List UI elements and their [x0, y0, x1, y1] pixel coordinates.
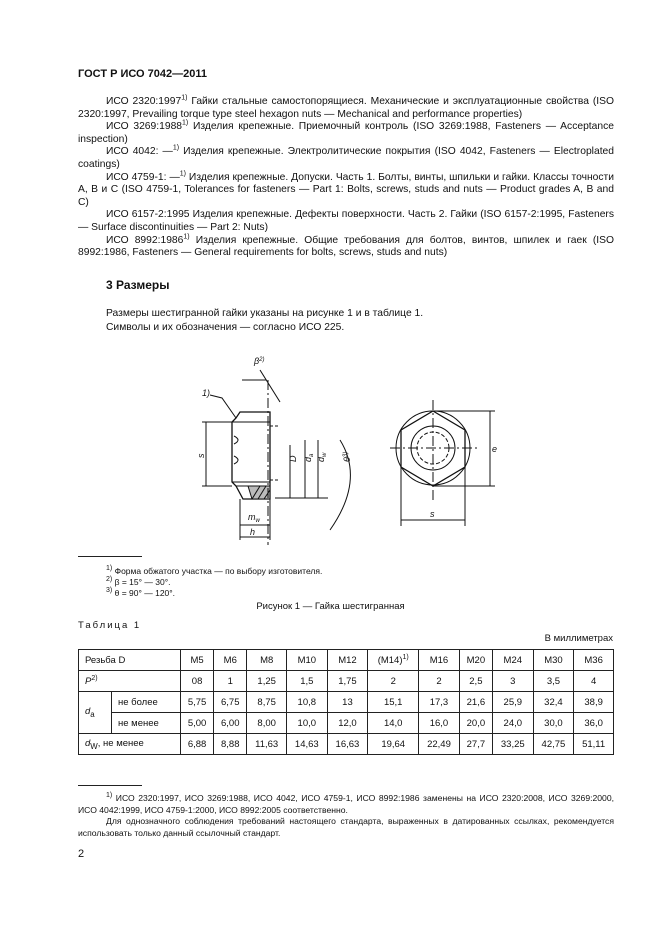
- m-label: $m_w$: [248, 512, 260, 524]
- table-cell: 19,64: [368, 734, 419, 755]
- da-label: $d_a$: [79, 692, 112, 734]
- table-cell: 1,5: [286, 671, 327, 692]
- table-cell: 08: [181, 671, 214, 692]
- callout-label: 1): [202, 388, 211, 398]
- table-cell: 30,0: [533, 713, 574, 734]
- table-cell: 3: [492, 671, 533, 692]
- table-cell: 14,0: [368, 713, 419, 734]
- footnote: $^{1)}$ ИСО 2320:1997, ИСО 3269:1988, ИСО 4042, ИСО 4759-1, ИСО 8992:1986 заменены на ИСО 2320:2008, ИСО 3269:2000, ИСО 4042:1999, ИСО 4759-1:2000, ИСО 8992:2005 соответственно.: [78, 792, 614, 815]
- table-cell: 15,1: [368, 692, 419, 713]
- table-cell: 25,9: [492, 692, 533, 713]
- table-cell: 24,0: [492, 713, 533, 734]
- figure-note: $^{3)}$ θ = 90° — 120°.: [106, 587, 176, 598]
- table-cell: M16: [419, 650, 460, 671]
- dw-label: $d_W$, не менее: [79, 734, 181, 755]
- pitch-label: $P^{2)}$: [79, 671, 181, 692]
- table-cell: 1,25: [247, 671, 287, 692]
- reference-item: ИСО 2320:1997$^{1)}$ Гайки стальные самостопорящиеся. Механические и эксплуатационные свойства (ISO 2320:1997, Prevailing torque type steel hexagon nuts — Mechanical and performance properties): [78, 94, 615, 120]
- table-cell: 10,0: [286, 713, 327, 734]
- table-cell: 51,11: [574, 734, 614, 755]
- table-cell: 10,8: [286, 692, 327, 713]
- table-cell: 4: [574, 671, 614, 692]
- table-cell: 6,88: [181, 734, 214, 755]
- table-row: [79, 713, 614, 734]
- dw-label: $d_w$: [316, 452, 328, 462]
- table-cell: 5,75: [181, 692, 214, 713]
- da-max-label: не более: [112, 692, 181, 713]
- section-intro: [106, 307, 423, 334]
- table-cell: 16,63: [327, 734, 368, 755]
- table-cell: M5: [181, 650, 214, 671]
- section-title: 3 Размеры: [106, 278, 170, 292]
- table-cell: 21,6: [459, 692, 492, 713]
- table-cell: 2,5: [459, 671, 492, 692]
- figure-note: $^{2)}$ β = 15° — 30°.: [106, 576, 171, 587]
- table-cell: 38,9: [574, 692, 614, 713]
- table-cell: 33,25: [492, 734, 533, 755]
- table-cell: 3,5: [533, 671, 574, 692]
- dimensions-table: [78, 649, 614, 755]
- page-footnotes: [78, 793, 614, 839]
- reference-item: ИСО 6157-2:1995 Изделия крепежные. Дефекты поверхности. Часть 2. Гайки (ISO 6157-2:1995, Fasteners — Surface discontinuities — Part 2: Nuts): [78, 209, 615, 233]
- intro-line: Размеры шестигранной гайки указаны на рисунке 1 и в таблице 1.: [106, 308, 424, 319]
- table-cell: M6: [214, 650, 247, 671]
- reference-item: ИСО 4042: —$^{1)}$ Изделия крепежные. Электролитические покрытия (ISO 4042, Fasteners — Electroplated coatings): [78, 144, 615, 170]
- table-cell: M20: [459, 650, 492, 671]
- D-label: D: [288, 455, 298, 462]
- table-cell: 12,0: [327, 713, 368, 734]
- table-cell: 8,00: [247, 713, 287, 734]
- table-row: [79, 692, 614, 713]
- s-label: s: [430, 509, 435, 519]
- table-row: [79, 734, 614, 755]
- table-cell: 8,88: [214, 734, 247, 755]
- reference-item: ИСО 8992:1986$^{1)}$ Изделия крепежные. Общие требования для болтов, винтов, шпилек и гаек (ISO 8992:1986, Fasteners — General requirements for bolts, screws, studs and nuts): [78, 233, 615, 259]
- table-cell: 6,75: [214, 692, 247, 713]
- table-units: В миллиметрах: [544, 633, 613, 644]
- table-caption: Таблица 1: [78, 620, 142, 631]
- thread-header: Резьба D: [79, 650, 181, 671]
- footnote: Для однозначного соблюдения требований настоящего стандарта, выраженных в датированных ссылках, рекомендуется использовать только данный ссылочный стандарт.: [78, 816, 614, 838]
- table-cell: 5,00: [181, 713, 214, 734]
- normative-references: [78, 96, 614, 260]
- table-cell: 6,00: [214, 713, 247, 734]
- table-cell: M8: [247, 650, 287, 671]
- table-cell: M10: [286, 650, 327, 671]
- page-number: 2: [78, 848, 85, 860]
- footnote-separator: [78, 556, 142, 557]
- reference-item: ИСО 4759-1: —$^{1)}$ Изделия крепежные. Допуски. Часть 1. Болты, винты, шпильки и гайки. Классы точности A, B и C (ISO 4759-1, Tolerances for fasteners — Part 1: Bolts, screws, studs and nuts — Product grades A, B and C): [78, 170, 614, 208]
- table-cell: 1: [214, 671, 247, 692]
- theta-label: $\theta^{3)}$: [342, 451, 352, 462]
- table-cell: 8,75: [247, 692, 287, 713]
- table-cell: M12: [327, 650, 368, 671]
- figure-note: $^{1)}$ Форма обжатого участка — по выбору изготовителя.: [106, 565, 323, 576]
- footnote-separator: [78, 785, 142, 786]
- table-cell: 32,4: [533, 692, 574, 713]
- table-cell: 17,3: [419, 692, 460, 713]
- table-cell: 36,0: [574, 713, 614, 734]
- e-label: e: [492, 444, 498, 454]
- table-row: [79, 650, 614, 671]
- table-cell: 11,63: [247, 734, 287, 755]
- h-label: h: [250, 527, 256, 537]
- da-label: $d_a$: [303, 453, 315, 462]
- table-cell: M30: [533, 650, 574, 671]
- table-cell: 22,49: [419, 734, 460, 755]
- s-side-label: s: [196, 453, 206, 458]
- table-cell: 13: [327, 692, 368, 713]
- document-header: ГОСТ Р ИСО 7042—2011: [78, 68, 208, 80]
- table-cell: 1,75: [327, 671, 368, 692]
- figure-notes: [106, 566, 322, 599]
- table-cell: M36: [574, 650, 614, 671]
- table-cell: 14,63: [286, 734, 327, 755]
- table-cell: 42,75: [533, 734, 574, 755]
- table-cell: 27,7: [459, 734, 492, 755]
- table-cell: $(M14)^{1)}$: [368, 650, 419, 671]
- da-min-label: не менее: [112, 713, 181, 734]
- table-cell: 16,0: [419, 713, 460, 734]
- reference-item: ИСО 3269:1988$^{1)}$ Изделия крепежные. Приемочный контроль (ISO 3269:1988, Fasteners — Acceptance inspection): [78, 119, 614, 145]
- table-row: [79, 671, 614, 692]
- hex-nut-drawing: [190, 340, 510, 555]
- beta-label: $\beta^{2)}$: [254, 356, 265, 366]
- table-cell: 20,0: [459, 713, 492, 734]
- figure-caption: Рисунок 1 — Гайка шестигранная: [256, 601, 405, 612]
- table-cell: 2: [368, 671, 419, 692]
- table-cell: 2: [419, 671, 460, 692]
- table-cell: M24: [492, 650, 533, 671]
- intro-line: Символы и их обозначения — согласно ИСО 225.: [106, 321, 345, 333]
